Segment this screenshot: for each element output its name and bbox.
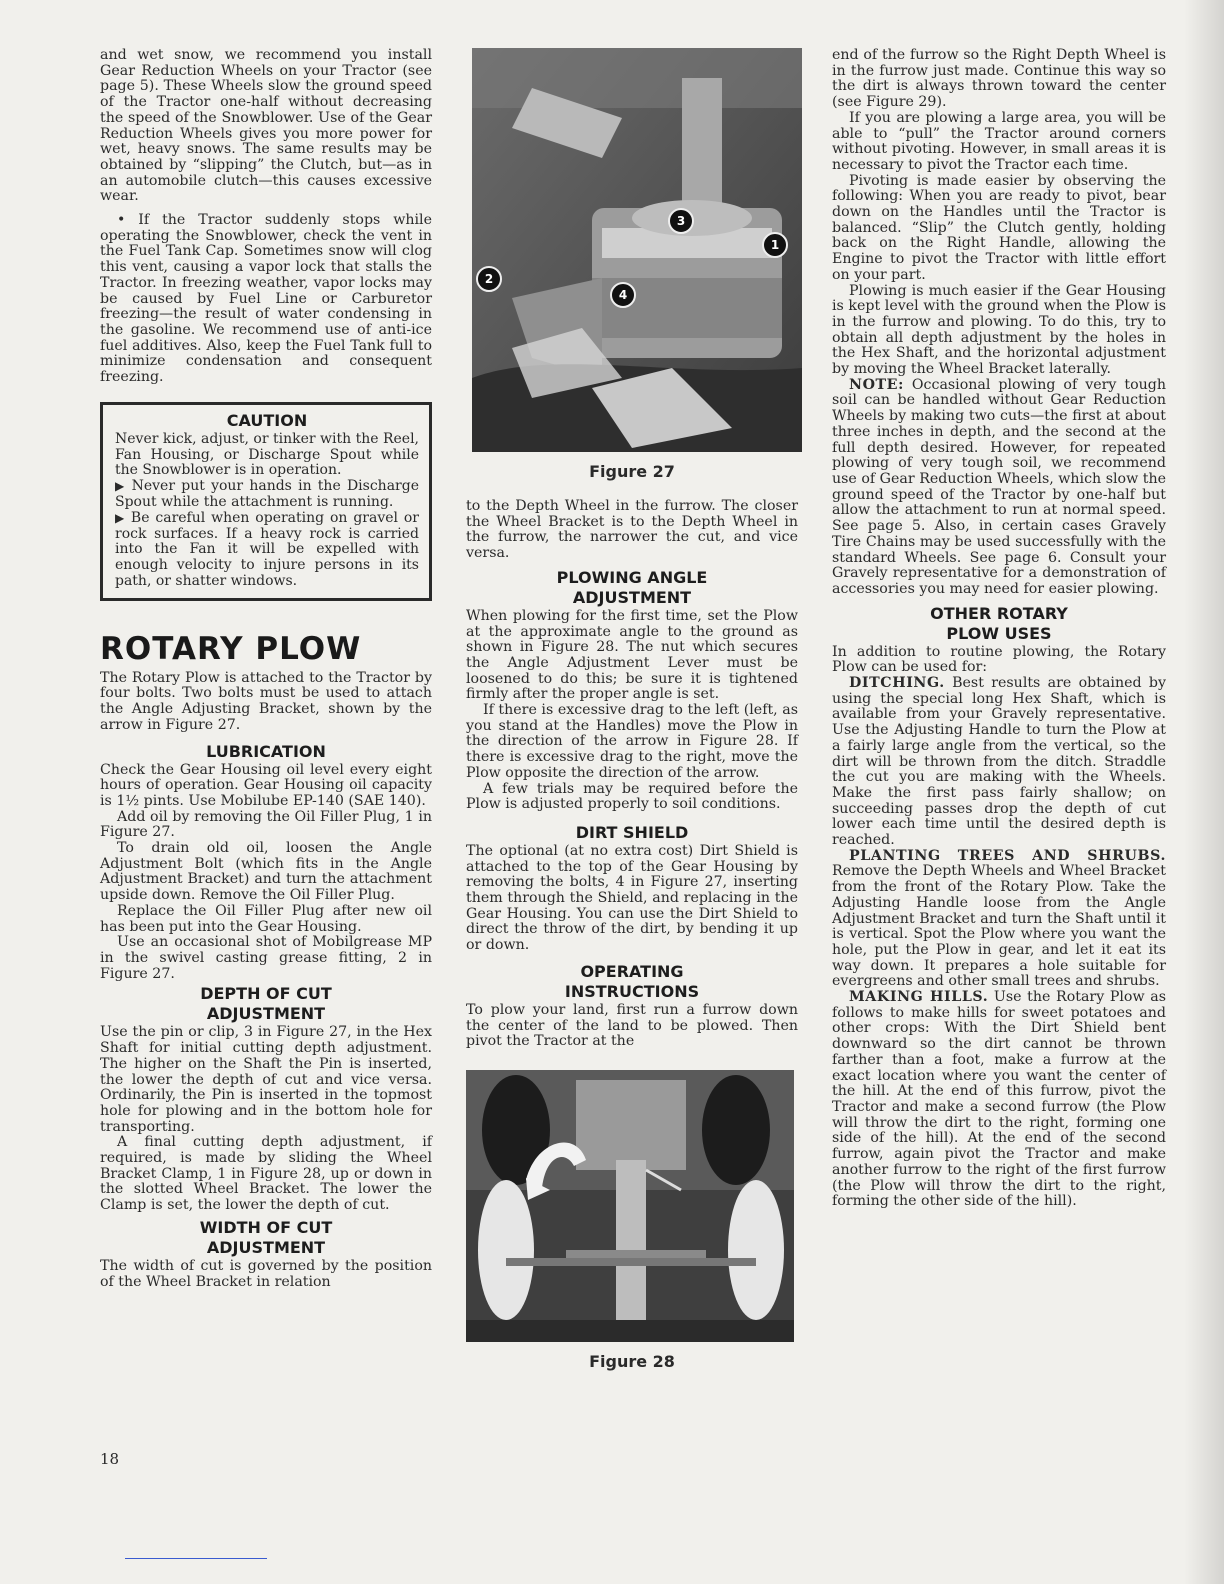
paragraph: Use the pin or clip, 3 in Figure 27, in the Hex Shaft for initial cutting depth adjustment. The higher on the Shaft the Pin is inserted, the lower the depth of cut and vice versa. Ordinarily, the Pin is inserted in the topmost hole for plowing and in the bottom hole for transporting. xyxy=(100,1024,432,1135)
note-label: NOTE: xyxy=(849,376,904,393)
paragraph: to the Depth Wheel in the furrow. The closer the Wheel Bracket is to the Depth Wheel in the furrow, the narrower the cut, and vice versa. xyxy=(466,498,798,562)
caution-title: CAUTION xyxy=(226,410,308,430)
column-left xyxy=(100,48,432,1290)
paragraph: Check the Gear Housing oil level every eight hours of operation. Gear Housing oil capacity is 1½ pints. Use Mobilube EP-140 (SAE 140). xyxy=(100,761,432,809)
paragraph: In addition to routine plowing, the Rotary Plow can be used for: xyxy=(832,643,1166,676)
caution-text xyxy=(115,511,419,590)
heading-dirt-shield: DIRT SHIELD xyxy=(575,822,689,842)
paragraph-hills xyxy=(832,990,1166,1210)
heading-line: WIDTH OF CUT xyxy=(199,1217,333,1237)
caution-text: Never kick, adjust, or tinker with the Reel, Fan Housing, or Discharge Spout while the Snowblower is in operation. xyxy=(115,430,420,479)
arrow-icon xyxy=(115,510,131,526)
caution-text-body: Never put your hands in the Discharge Spout while the attachment is running. xyxy=(115,478,419,510)
heading-operating xyxy=(466,962,798,1002)
heading-width-of-cut xyxy=(100,1218,432,1258)
heading-line: ADJUSTMENT xyxy=(206,1237,326,1257)
ditching-label: DITCHING. xyxy=(849,675,945,692)
page-edge-shadow xyxy=(1184,0,1224,1584)
heading-lubrication: LUBRICATION xyxy=(206,741,326,761)
figure-27-illustration xyxy=(472,48,802,452)
paragraph: When plowing for the first time, set the Plow at the approximate angle to the ground as shown in Figure 28. The nut which secures the Angle Adjustment Lever must be loosened to do this; be sure it is tightened firmly after the proper angle is set. xyxy=(466,607,798,703)
planting-label: PLANTING TREES AND SHRUBS. xyxy=(849,847,1166,864)
hills-label: MAKING HILLS. xyxy=(849,989,989,1006)
paragraph: The optional (at no extra cost) Dirt Shield is attached to the top of the Gear Housing by removing the bolts, 4 in Figure 27, inserting them through the Shield, and replacing in the Gear Housing. You can use the Dirt Shield to direct the throw of the dirt, by bending it up or down. xyxy=(466,842,798,954)
hills-text: Use the Rotary Plow as follows to make hills for sweet potatoes and other crops: With the Dirt Shield bent downward so the dirt cannot be thrown farther than a foot, make a furrow at the exact location where you want the center of the hill. At the end of this furrow, pivot the Tractor and make a second furrow (the Plow will throw the dirt to the right, forming one side of the hill). At the end of the second furrow, again pivot the Tractor and make another furrow to the right of the first furrow (the Plow will throw the dirt to the right, forming the other side of the hill). xyxy=(832,989,1166,1210)
underline-mark xyxy=(125,1558,267,1559)
heading-line: ADJUSTMENT xyxy=(206,1004,326,1024)
arrow-icon xyxy=(115,478,132,494)
heading-line: DEPTH OF CUT xyxy=(200,984,332,1004)
paragraph: A few trials may be required before the Plow is adjusted properly to soil conditions. xyxy=(466,780,798,813)
paragraph: and wet snow, we recommend you install Gear Reduction Wheels on your Tractor (see page 5). These Wheels slow the ground speed of the Tractor one-half without decreasing the speed of the Snowblower. Use of the Gear Reduction Wheels gives you more power for wet, heavy snows. The same results may be obtained by “slipping” the Clutch, but—as in an automobile clutch—this causes excessive wear. xyxy=(100,47,432,205)
heading-line: INSTRUCTIONS xyxy=(564,981,700,1001)
paragraph-ditching xyxy=(832,676,1166,849)
paragraph: If there is excessive drag to the left (left, as you stand at the Handles) move the Plow in the direction of the arrow in Figure 28. If there is excessive drag to the right, move the Plow opposite the direction of the arrow. xyxy=(466,702,798,781)
heading-line: PLOWING ANGLE xyxy=(556,567,708,587)
caution-text xyxy=(115,479,419,511)
ditching-text: Best results are obtained by using the special long Hex Shaft, which is available from your Gravely representative. Use the Adjusting Handle to turn the Plow at a fairly large angle from the vertical, so the dirt will be thrown from the ditch. Straddle the cut you are making with the Wheels. Make the first pass fairly shallow; on succeeding passes drop the depth of cut lower each time until the desired depth is reached. xyxy=(832,675,1166,849)
paragraph: end of the furrow so the Right Depth Wheel is in the furrow just made. Continue this way so the dirt is always thrown toward the center (see Figure 29). xyxy=(832,47,1166,111)
heading-depth-of-cut xyxy=(100,984,432,1024)
column-right xyxy=(832,48,1166,1210)
heading-other-uses xyxy=(832,604,1166,644)
paragraph-bullet: • If the Tractor suddenly stops while operating the Snowblower, check the vent in the Fuel Tank Cap. Sometimes snow will clog this vent, causing a vapor lock that stalls the Tractor. In freezing weather, vapor locks may be caused by Fuel Line or Carburetor freezing—the result of water condensing in the gasoline. We recommend use of anti-ice fuel additives. Also, keep the Fuel Tank full to minimize condensation and consequent freezing. xyxy=(100,213,432,386)
heading-line: OPERATING xyxy=(580,961,684,981)
figure-27-caption: Figure 27 xyxy=(589,462,675,481)
section-title: ROTARY PLOW xyxy=(100,630,362,667)
figure-28-illustration xyxy=(466,1070,794,1342)
callout-2: 2 xyxy=(476,266,502,292)
page-number: 18 xyxy=(100,1450,120,1468)
column-middle xyxy=(466,48,798,1389)
caution-text-body: Be careful when operating on gravel or rock surfaces. If a heavy rock is carried into the Fan it will be expelled with enough velocity to injure persons in its path, or shatter windows. xyxy=(115,509,419,589)
paragraph-note xyxy=(832,378,1166,598)
paragraph: To drain old oil, loosen the Angle Adjustment Bolt (which fits in the Angle Adjustment Bracket) and turn the attachment upside down. Remove the Oil Filler Plug. xyxy=(100,840,432,904)
note-text: Occasional plowing of very tough soil can be handled without Gear Reduction Wheels by making two cuts—the first at about three inches in depth, and the second at the full depth desired. However, for repeated plowing of very tough soil, we recommend use of Gear Reduction Wheels, which slow the ground speed of the Tractor by one-half but allow the attachment to run at normal speed. See page 5. Also, in certain cases Gravely Tire Chains may be used successfully with the standard Wheels. See page 6. Consult your Gravely representative for a demonstration of accessories you may need for easier plowing. xyxy=(832,376,1166,597)
paragraph: If you are plowing a large area, you will be able to “pull” the Tractor around corners without pivoting. However, in small areas it is necessary to pivot the Tractor each time. xyxy=(832,109,1166,173)
figure-28-photo xyxy=(466,1070,794,1342)
callout-1: 1 xyxy=(762,232,788,258)
paragraph: A final cutting depth adjustment, if required, is made by sliding the Wheel Bracket Clamp, 1 in Figure 28, up or down in the slotted Wheel Bracket. The lower the Clamp is set, the lower the depth of cut. xyxy=(100,1134,432,1214)
paragraph: Use an occasional shot of Mobilgrease MP in the swivel casting grease fitting, 2 in Figure 27. xyxy=(100,934,432,982)
paragraph: Add oil by removing the Oil Filler Plug, 1 in Figure 27. xyxy=(100,808,432,841)
heading-line: PLOW USES xyxy=(946,623,1052,643)
paragraph: To plow your land, first run a furrow down the center of the land to be plowed. Then pivot the Tractor at the xyxy=(466,1001,798,1050)
callout-4: 4 xyxy=(610,282,636,308)
heading-plowing-angle xyxy=(466,568,798,608)
figure-27-photo xyxy=(472,48,802,452)
paragraph: The width of cut is governed by the position of the Wheel Bracket in relation xyxy=(100,1257,432,1290)
paragraph: Replace the Oil Filler Plug after new oil has been put into the Gear Housing. xyxy=(100,902,432,935)
callout-3: 3 xyxy=(668,208,694,234)
caution-box xyxy=(100,402,432,601)
paragraph-planting xyxy=(832,849,1166,990)
heading-line: ADJUSTMENT xyxy=(572,587,692,607)
figure-28-caption: Figure 28 xyxy=(589,1351,675,1371)
paragraph: Plowing is much easier if the Gear Housing is kept level with the ground when the Plow is in the furrow and plowing. To do this, try to obtain all depth adjustment by the holes in the Hex Shaft, and the horizontal adjustment by moving the Wheel Bracket laterally. xyxy=(832,282,1166,378)
heading-line: OTHER ROTARY xyxy=(930,603,1068,623)
paragraph: The Rotary Plow is attached to the Tractor by four bolts. Two bolts must be used to attach the Angle Adjusting Bracket, shown by the arrow in Figure 27. xyxy=(100,669,432,733)
planting-text: Remove the Depth Wheels and Wheel Bracket from the front of the Rotary Plow. Take the Adjusting Handle loose from the Angle Adjustment Bracket and turn the Shaft until it is vertical. Spot the Plow where you want the hole, put the Plow in gear, and let it eat its way down. It prepares a hole suitable for evergreens and other small trees and shrubs. xyxy=(832,863,1166,990)
paragraph: Pivoting is made easier by observing the following: When you are ready to pivot, bear down on the Handles until the Tractor is balanced. “Slip” the Clutch gently, holding back on the Right Handle, allowing the Engine to pivot the Tractor with little effort on your part. xyxy=(832,172,1166,283)
